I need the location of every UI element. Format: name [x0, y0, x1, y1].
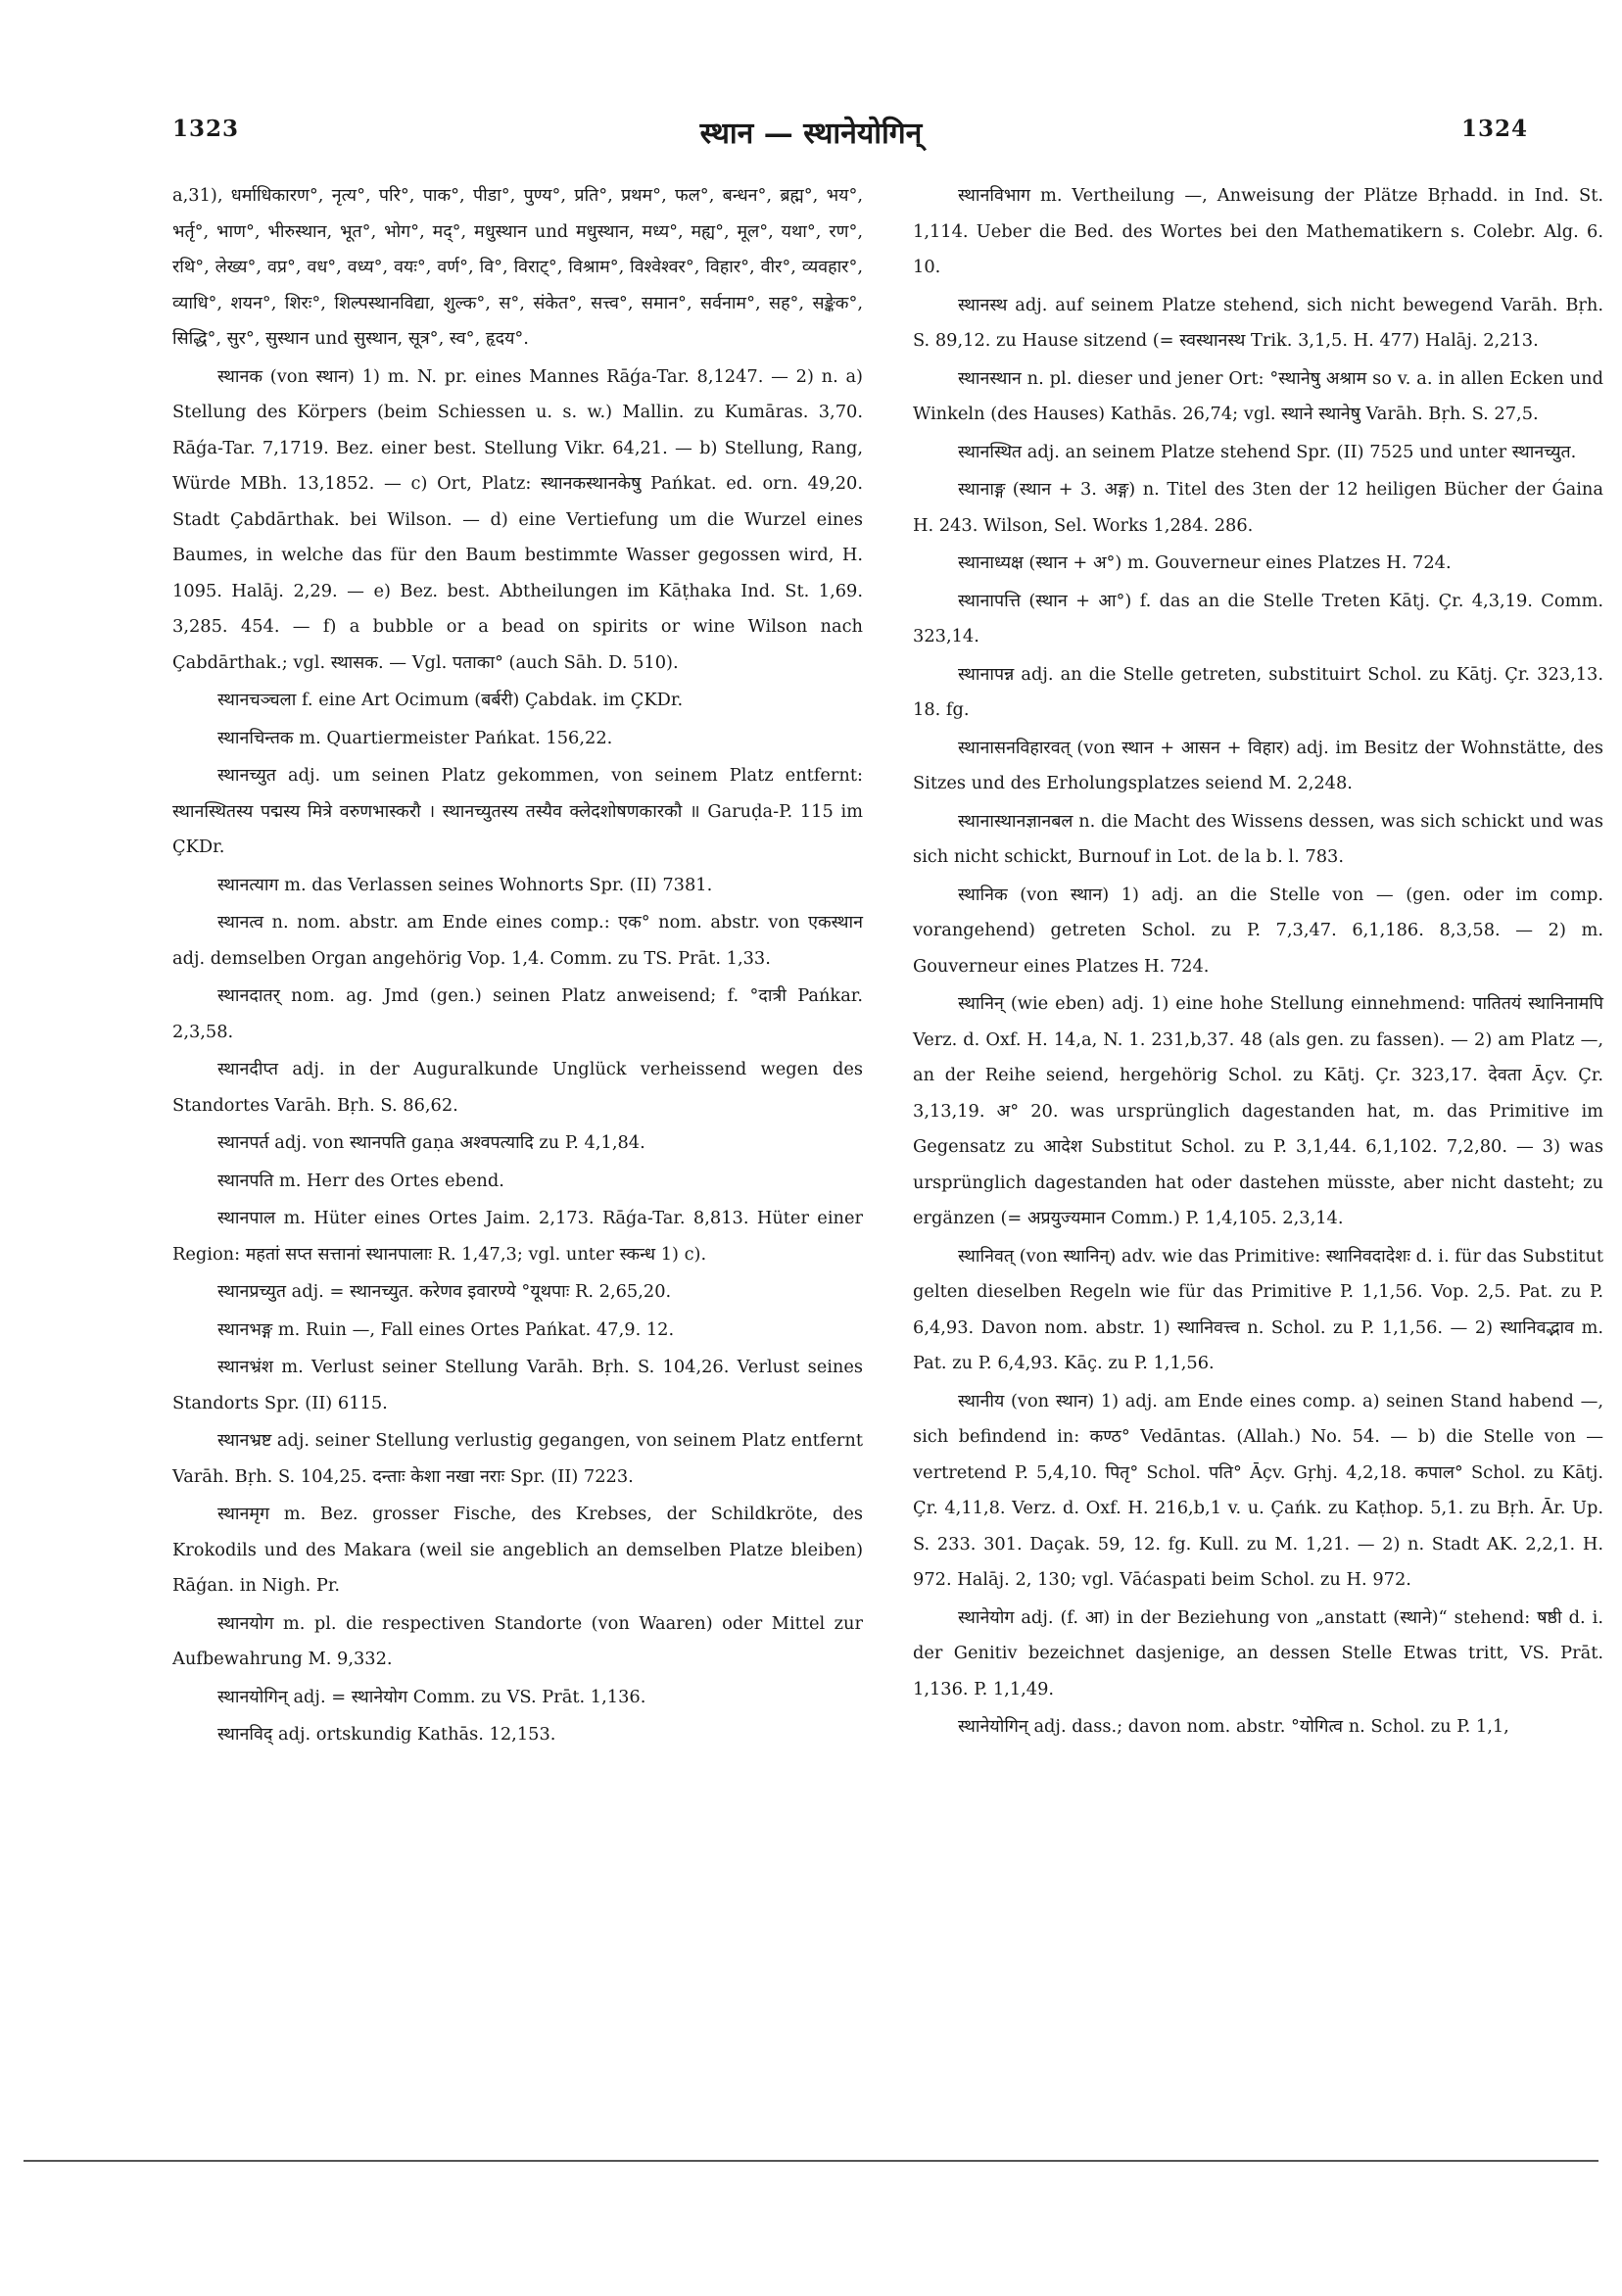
dictionary-entry: स्थानस्थान n. pl. dieser und jener Ort: °स्थानेषु अश्राम so v. a. in allen Ecken und Winkeln (des Hauses) Kathās. 26,74; vgl. स्थाने स्थानेषु Varāh. Bṛh. S. 27,5. [913, 367, 1603, 424]
dictionary-entry: स्थानमृग m. Bez. grosser Fische, des Krebses, der Schildkröte, des Krokodils und des Makara (weil sie angeblich an demselben Platze bleiben) Rāǵan. in Nigh. Pr. [172, 1504, 863, 1596]
dictionary-entry: स्थानिवत् (von स्थानिन्) adv. wie das Primitive: स्थानिवदादेशः d. i. für das Substitut gelten dieselben Regeln wie für das Primitive P. 1,1,56. Vop. 2,5. Pat. zu P. 6,4,93. Davon nom. abstr. 1) स्थानिवत्त्व n. Schol. zu P. 1,1,56. — 2) स्थानिवद्भाव m. Pat. zu P. 6,4,93. Kāç. zu P. 1,1,56. [913, 1245, 1603, 1373]
dictionary-entry: स्थानीय (von स्थान) 1) adj. am Ende eines comp. a) seinen Stand habend —, sich befindend in: कण्ठ° Vedāntas. (Allah.) No. 54. — b) die Stelle von — vertretend P. 5,4,10. पितृ° Schol. पति° Āçv. Gṛhj. 4,2,18. कपाल° Schol. zu Kātj. Çr. 4,11,8. Verz. d. Oxf. H. 216,b,1 v. u. Çańk. zu Kaṭhop. 5,1. zu Bṛh. Ār. Up. S. 233. 301. Daçak. 59, 12. fg. Kull. zu M. 1,21. — 2) n. Stadt AK. 2,2,1. H. 972. Halāj. 2, 130; vgl. Vāćaspati beim Schol. zu H. 972. [913, 1390, 1603, 1590]
dictionary-entry: स्थानभ्रष्ट adj. seiner Stellung verlustig gegangen, von seinem Platz entfernt Varāh. Bṛh. S. 104,25. दन्ताः केशा नखा नराः Spr. (II) 7223. [172, 1430, 863, 1487]
dictionary-entry: स्थानभ्रंश m. Verlust seiner Stellung Varāh. Bṛh. S. 104,26. Verlust seines Standorts Spr. (II) 6115. [172, 1357, 863, 1413]
footer-rule [24, 2160, 1598, 2162]
left-column [172, 178, 863, 1755]
dictionary-entry: स्थानपाल m. Hüter eines Ortes Jaim. 2,173. Rāǵa-Tar. 8,813. Hüter einer Region: महतां सप्त सत्तानां स्थानपालाः R. 1,47,3; vgl. unter स्कन्ध 1) c). [172, 1208, 863, 1265]
dictionary-entry: स्थानदीप्त adj. in der Auguralkunde Unglück verheissend wegen des Standortes Varāh. Bṛh. S. 86,62. [172, 1059, 863, 1116]
dictionary-entry: स्थानयोग m. pl. die respectiven Standorte (von Waaren) oder Mittel zur Aufbewahrung M. 9,332. [172, 1612, 863, 1669]
dictionary-entry: स्थानविद् adj. ortskundig Kathās. 12,153. [217, 1724, 556, 1745]
dictionary-entry: स्थानचिन्तक m. Quartiermeister Pańkat. 156,22. [217, 727, 613, 748]
dictionary-entry: स्थानासनविहारवत् (von स्थान + आसन + विहार) adj. im Besitz der Wohnstätte, des Sitzes und des Erholungsplatzes seiend M. 2,248. [913, 737, 1603, 793]
dictionary-entry: स्थानिन् (wie eben) adj. 1) eine hohe Stellung einnehmend: पातितयं स्थानिनामपि Verz. d. Oxf. H. 14,a, N. 1. 231,b,37. 48 (als gen. zu fassen). — 2) am Platz —, an der Reihe seiend, hergehörig Schol. zu Kātj. Çr. 323,17. देवता Āçv. Çr. 3,13,19. अ° 20. was ursprünglich dagestanden hat, m. das Primitive im Gegensatz zu आदेश Substitut Schol. zu P. 3,1,44. 6,1,102. 7,2,80. — 3) was ursprünglich dagestanden hat oder dastehen müsste, aber nicht dasteht; zu ergänzen (= अप्रयुज्यमान Comm.) P. 1,4,105. 2,3,14. [913, 993, 1603, 1228]
dictionary-entry: स्थानत्याग m. das Verlassen seines Wohnorts Spr. (II) 7381. [217, 874, 713, 895]
running-headword: स्थान — स्थानेयोगिन् [699, 117, 923, 151]
dictionary-entry: स्थानभङ्ग m. Ruin —, Fall eines Ortes Pańkat. 47,9. 12. [217, 1318, 675, 1340]
dictionary-entry: स्थानेयोगिन् adj. dass.; davon nom. abstr. °योगित्व n. Schol. zu P. 1,1, [958, 1716, 1509, 1737]
dictionary-entry: स्थानास्थानज्ञानबल n. die Macht des Wissens dessen, was sich schickt und was sich nicht schickt, Burnouf in Lot. de la b. l. 783. [913, 810, 1603, 867]
right-column [913, 178, 1603, 1747]
dictionary-entry: स्थानविभाग m. Vertheilung —, Anweisung der Plätze Bṛhadd. in Ind. St. 1,114. Ueber die Bed. des Wortes bei den Mathematikern s. Colebr. Alg. 6. 10. [913, 185, 1603, 277]
dictionary-entry: स्थानाङ्ग (स्थान + 3. अङ्ग) n. Titel des 3ten der 12 heiligen Bücher der Ǵaina H. 243. Wilson, Sel. Works 1,284. 286. [913, 479, 1603, 536]
page-number-left: 1323 [172, 116, 240, 142]
dictionary-entry: स्थानप्रच्युत adj. = स्थानच्युत. करेणव इवारण्ये °यूथपाः R. 2,65,20. [217, 1281, 672, 1302]
dictionary-entry: स्थानदातर् nom. ag. Jmd (gen.) seinen Platz anweisend; f. °दात्री Pańkar. 2,3,58. [172, 985, 863, 1042]
dictionary-entry: स्थानत्व n. nom. abstr. am Ende eines comp.: एक° nom. abstr. von एकस्थान adj. demselben Organ angehörig Vop. 1,4. Comm. zu TS. Prāt. 1,33. [172, 912, 863, 969]
dictionary-entry: a,31), धर्माधिकारण°, नृत्य°, परि°, पाक°, पीडा°, पुण्य°, प्रति°, प्रथम°, फल°, बन्धन°, ब्रह्म°, भय°, भर्तृ°, भाण°, भीरुस्थान, भूत°, भोग°, मद्°, मधुस्थान und मधुस्थान, मध्य°, मह्य°, मूल°, यथा°, रण°, रथि°, लेख्य°, वप्र°, वध°, वध्य°, वयः°, वर्ण°, वि°, विराट्°, विश्राम°, विश्वेश्वर°, विहार°, वीर°, व्यवहार°, व्याधि°, शयन°, शिरः°, शिल्पस्थानविद्या, शुल्क°, स°, संकेत°, सत्त्व°, समान°, सर्वनाम°, सह°, सङ्केक°, सिद्धि°, सुर°, सुस्थान und सुस्थान, सूत्र°, स्व°, हृदय°. [172, 185, 863, 349]
dictionary-entry: स्थानेयोग adj. (f. आ) in der Beziehung von „anstatt (स्थाने)“ stehend: षष्ठी d. i. der Genitiv bezeichnet dasjenige, an dessen Stelle Etwas tritt, VS. Prāt. 1,136. P. 1,1,49. [913, 1606, 1603, 1699]
dictionary-entry: स्थानपति m. Herr des Ortes ebend. [217, 1170, 504, 1191]
dictionary-entry: स्थानपर्त adj. von स्थानपति gaṇa अश्वपत्यादि zu P. 4,1,84. [217, 1132, 645, 1153]
dictionary-entry: स्थानच्युत adj. um seinen Platz gekommen, von seinem Platz entfernt: स्थानस्थितस्य पद्मस्य मित्रे वरुणभास्करौ । स्थानच्युतस्य तस्यैव क्लेदशोषणकारकौ ॥ Garuḍa-P. 115 im ÇKDr. [172, 765, 863, 857]
dictionary-entry: स्थानक (von स्थान) 1) m. N. pr. eines Mannes Rāǵa-Tar. 8,1247. — 2) n. a) Stellung des Körpers (beim Schiessen u. s. w.) Mallin. zu Kumāras. 3,70. Rāǵa-Tar. 7,1719. Bez. einer best. Stellung Vikr. 64,21. — b) Stellung, Rang, Würde MBh. 13,1852. — c) Ort, Platz: स्थानकस्थानकेषु Pańkat. ed. orn. 49,20. Stadt Çabdārthak. bei Wilson. — d) eine Vertiefung um die Wurzel eines Baumes, in welche das für den Baum bestimmte Wasser gegossen wird, H. 1095. Halāj. 2,29. — e) Bez. best. Abtheilungen im Kāṭhaka Ind. St. 1,69. 3,285. 454. — f) a bubble or a bead on spirits or wine Wilson nach Çabdārthak.; vgl. स्थासक. — Vgl. पताका° (auch Sāh. D. 510). [172, 365, 863, 673]
dictionary-entry: स्थानयोगिन् adj. = स्थानेयोग Comm. zu VS. Prāt. 1,136. [217, 1686, 646, 1707]
dictionary-entry: स्थानस्थित adj. an seinem Platze stehend Spr. (II) 7525 und unter स्थानच्युत. [958, 441, 1577, 462]
dictionary-entry: स्थानापन्न adj. an die Stelle getreten, substituirt Schol. zu Kātj. Çr. 323,13. 18. fg. [913, 663, 1603, 720]
dictionary-entry: स्थानाध्यक्ष (स्थान + अ°) m. Gouverneur eines Platzes H. 724. [958, 552, 1452, 573]
dictionary-entry: स्थानचञ्चला f. eine Art Ocimum (बर्बरी) Çabdak. im ÇKDr. [217, 690, 684, 710]
dictionary-entry: स्थानस्थ adj. auf seinem Platze stehend, sich nicht bewegend Varāh. Bṛh. S. 89,12. zu Hause sitzend (= स्वस्थानस्थ Trik. 3,1,5. H. 477) Halāj. 2,213. [913, 294, 1603, 351]
page-header [0, 116, 1622, 155]
dictionary-entry: स्थानापत्ति (स्थान + आ°) f. das an die Stelle Treten Kātj. Çr. 4,3,19. Comm. 323,14. [913, 590, 1603, 646]
page-number-right: 1324 [1460, 116, 1528, 142]
dictionary-entry: स्थानिक (von स्थान) 1) adj. an die Stelle von — (gen. oder im comp. vorangehend) getreten Schol. zu P. 7,3,47. 6,1,186. 8,3,58. — 2) m. Gouverneur eines Platzes H. 724. [913, 884, 1603, 977]
